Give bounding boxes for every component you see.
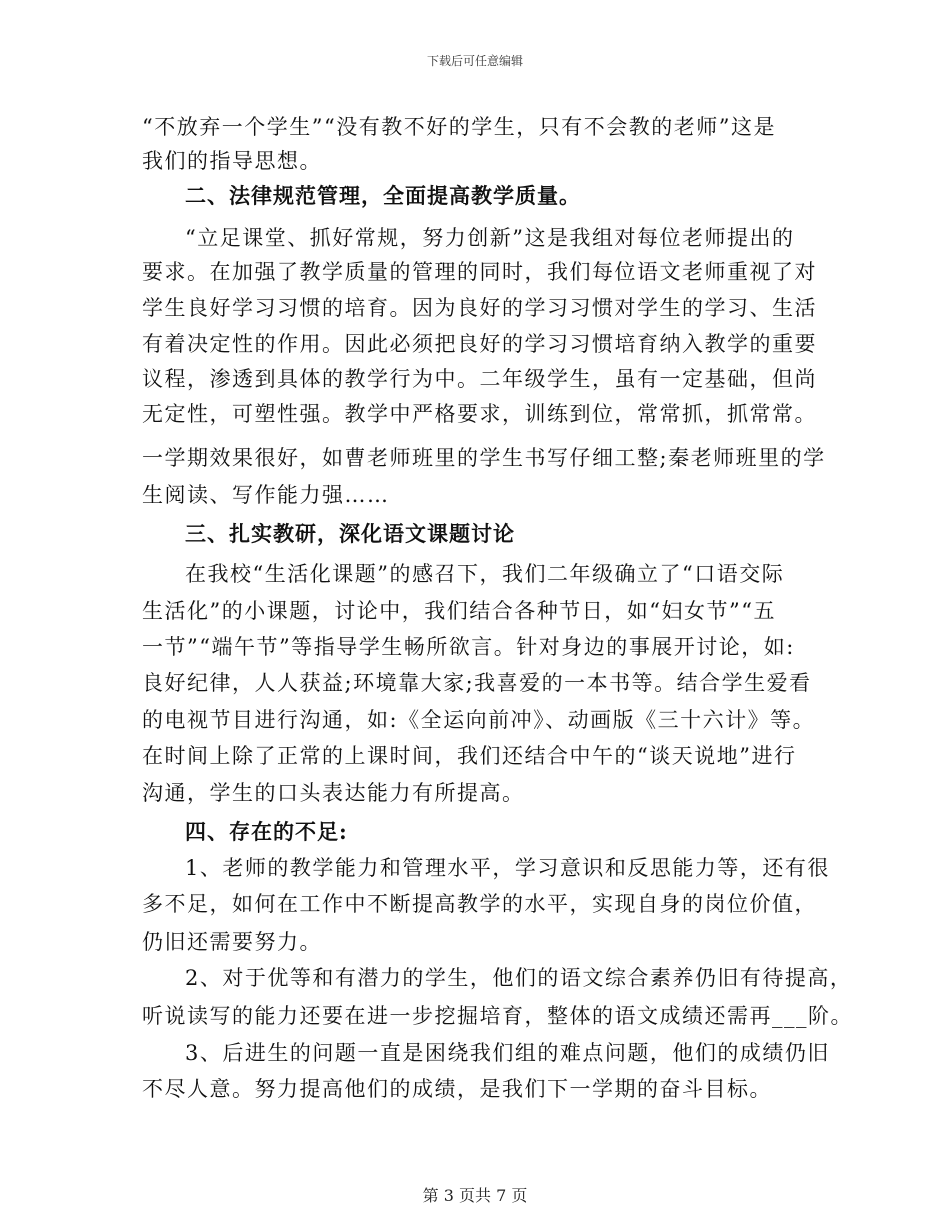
body-paragraph-line: “立足课堂、抓好常规，努力创新”这是我组对每位老师提出的 <box>185 226 795 250</box>
body-paragraph-line: 多不足，如何在工作中不断提高教学的水平，实现自身的岗位价值， <box>142 892 817 916</box>
page-header: 下载后可任意编辑 <box>426 54 523 68</box>
section-heading: 三、扎实教研，深化语文课题讨论 <box>185 521 515 546</box>
body-paragraph-line: 生活化”的小课题，讨论中，我们结合各种节日，如“妇女节”“五 <box>142 599 776 623</box>
body-paragraph-line: 在时间上除了正常的上课时间，我们还结合中午的“谈天说地”进行 <box>142 744 797 768</box>
body-paragraph-line: 2、对于优等和有潜力的学生，他们的语文综合素养仍旧有待提高， <box>185 966 853 990</box>
body-paragraph-line: 要求。在加强了教学质量的管理的同时，我们每位语文老师重视了对 <box>142 260 817 284</box>
body-paragraph-line: 1、老师的教学能力和管理水平，学习意识和反思能力等，还有很 <box>185 856 830 880</box>
body-paragraph-line: 听说读写的能力还要在进一步挖掘培育，整体的语文成绩还需再___阶。 <box>142 1004 853 1028</box>
page-number-footer: 第 3 页共 7 页 <box>422 1186 528 1205</box>
body-paragraph-line: 仍旧还需要努力。 <box>142 930 322 954</box>
body-paragraph-line: 学生良好学习习惯的培育。因为良好的学习习惯对学生的学习、生活 <box>142 296 817 320</box>
body-paragraph-line: 3、后进生的问题一直是困绕我们组的难点问题，他们的成绩仍旧 <box>185 1041 830 1065</box>
body-paragraph-line: 无定性，可塑性强。教学中严格要求，训练到位，常常抓，抓常常。 <box>142 402 817 426</box>
body-paragraph-line: 生阅读、写作能力强…… <box>142 483 390 507</box>
body-paragraph-line: 我们的指导思想。 <box>142 149 322 173</box>
body-paragraph-line: 一节”“端午节”等指导学生畅所欲言。针对身边的事展开讨论，如: <box>142 635 795 659</box>
body-paragraph-line: 的电视节目进行沟通，如:《全运向前冲》、动画版《三十六计》等。 <box>142 708 816 732</box>
body-paragraph-line: 议程，渗透到具体的教学行为中。二年级学生，虽有一定基础，但尚 <box>142 367 817 391</box>
body-paragraph-line: 一学期效果很好，如曹老师班里的学生书写仔细工整;秦老师班里的学 <box>142 446 826 470</box>
body-paragraph-line: 有着决定性的作用。因此必须把良好的学习习惯培育纳入教学的重要 <box>142 332 817 356</box>
body-paragraph-line: 在我校“生活化课题”的感召下，我们二年级确立了“口语交际 <box>185 562 785 586</box>
body-paragraph-line: 良好纪律，人人获益;环境靠大家;我喜爱的一本书等。结合学生爱看 <box>142 671 812 695</box>
section-heading: 四、存在的不足: <box>185 819 348 844</box>
body-paragraph-line: 不尽人意。努力提高他们的成绩，是我们下一学期的奋斗目标。 <box>142 1077 772 1101</box>
body-paragraph-line: 沟通，学生的口头表达能力有所提高。 <box>142 781 525 805</box>
body-paragraph-line: “不放弃一个学生”“没有教不好的学生，只有不会教的老师”这是 <box>142 115 776 139</box>
section-heading: 二、法律规范管理，全面提高教学质量。 <box>185 183 581 208</box>
